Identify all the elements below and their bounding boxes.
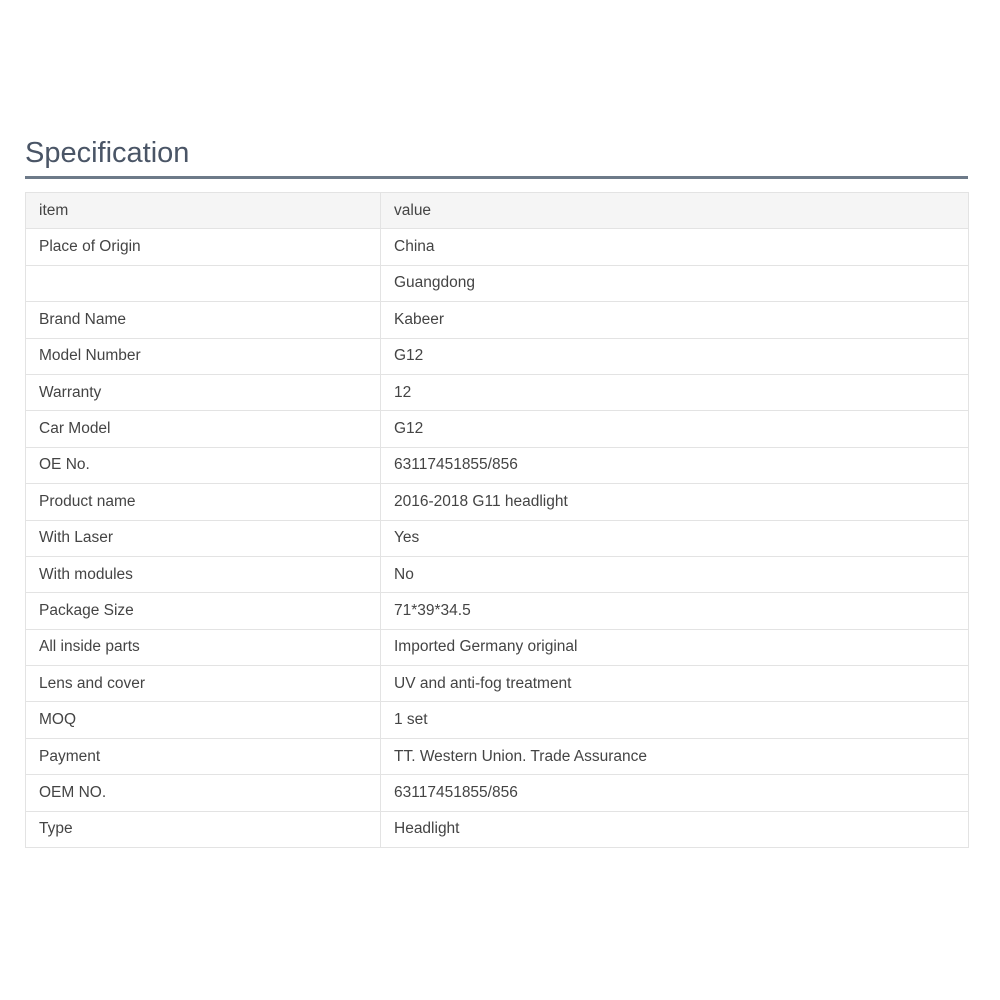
table-row — [26, 702, 969, 738]
table-row — [26, 775, 969, 811]
value-cell: Yes — [381, 520, 969, 556]
table-row — [26, 520, 969, 556]
table-row — [26, 629, 969, 665]
item-cell: OE No. — [26, 447, 381, 483]
header-item: item — [26, 193, 381, 229]
item-cell: Type — [26, 811, 381, 847]
value-cell: 71*39*34.5 — [381, 593, 969, 629]
value-cell: G12 — [381, 411, 969, 447]
value-cell: Guangdong — [381, 265, 969, 301]
table-row — [26, 811, 969, 847]
item-cell: With Laser — [26, 520, 381, 556]
table-row — [26, 374, 969, 410]
item-cell: MOQ — [26, 702, 381, 738]
item-cell: Product name — [26, 484, 381, 520]
table-row — [26, 447, 969, 483]
value-cell: 63117451855/856 — [381, 447, 969, 483]
value-cell: TT. Western Union. Trade Assurance — [381, 738, 969, 774]
item-cell: Car Model — [26, 411, 381, 447]
item-cell: All inside parts — [26, 629, 381, 665]
item-cell: Place of Origin — [26, 229, 381, 265]
item-cell: Brand Name — [26, 302, 381, 338]
item-cell: With modules — [26, 556, 381, 592]
value-cell: 12 — [381, 374, 969, 410]
value-cell: G12 — [381, 338, 969, 374]
specification-table — [25, 192, 969, 848]
table-row — [26, 265, 969, 301]
value-cell: 1 set — [381, 702, 969, 738]
table-row — [26, 666, 969, 702]
header-value: value — [381, 193, 969, 229]
table-row — [26, 338, 969, 374]
item-cell: Payment — [26, 738, 381, 774]
item-cell: Lens and cover — [26, 666, 381, 702]
item-cell — [26, 265, 381, 301]
specification-section — [25, 134, 968, 848]
value-cell: No — [381, 556, 969, 592]
table-row — [26, 411, 969, 447]
table-row — [26, 302, 969, 338]
table-row — [26, 738, 969, 774]
table-header-row — [26, 193, 969, 229]
item-cell: OEM NO. — [26, 775, 381, 811]
item-cell: Model Number — [26, 338, 381, 374]
table-row — [26, 484, 969, 520]
value-cell: Imported Germany original — [381, 629, 969, 665]
table-row — [26, 229, 969, 265]
value-cell: Headlight — [381, 811, 969, 847]
table-row — [26, 593, 969, 629]
value-cell: 2016-2018 G11 headlight — [381, 484, 969, 520]
table-body — [26, 229, 969, 848]
item-cell: Warranty — [26, 374, 381, 410]
value-cell: Kabeer — [381, 302, 969, 338]
value-cell: China — [381, 229, 969, 265]
value-cell: 63117451855/856 — [381, 775, 969, 811]
section-title: Specification — [25, 137, 190, 169]
value-cell: UV and anti-fog treatment — [381, 666, 969, 702]
table-row — [26, 556, 969, 592]
item-cell: Package Size — [26, 593, 381, 629]
title-divider — [25, 176, 968, 179]
